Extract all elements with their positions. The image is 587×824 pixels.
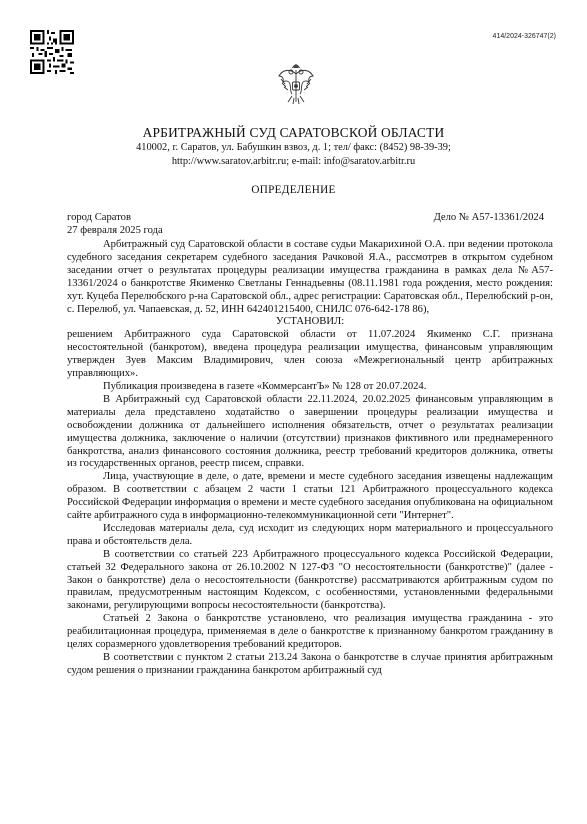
established-heading: УСТАНОВИЛ: [275, 316, 345, 328]
court-name: АРБИТРАЖНЫЙ СУД САРАТОВСКОЙ ОБЛАСТИ [142, 125, 445, 140]
paragraph-notification: Лица, участвующие в деле, о дате, времени и месте судебного заседания извещены надлежащим образом. В соответствии с абзацем 2 части 1 статьи 121 Арбитражного процессуального кодекса Российской Федерации информация о времени и месте судебного заседания опубликована на официальном сайте арбитражного суда в информационно-телекоммуникационной сети "Интернет". [67, 471, 553, 522]
city: город Саратов [67, 212, 131, 223]
paragraph-decision: решением Арбитражного суда Саратовской области от 11.07.2024 Якименко С.Г. признана несостоятельной (банкротом), введена процедура реализации имущества, финансовым управляющим утвержден Зуев Максим Владимирович, член союза «Межрегиональный центр арбитражных управляющих». [67, 329, 553, 380]
paragraph-article-223: В соответствии со статьей 223 Арбитражного процессуального кодекса Российской Федерации, статьей 32 Федерального закона от 26.10.2002 N 127-ФЗ "О несостоятельности (банкротстве)" (далее - Закон о банкротстве) дела о несостоятельности (банкротстве) рассматриваются арбитражным судом по правилам, предусмотренным настоящим Кодексом, с особенностями, установленными федеральными законами, регулирующими вопросы несостоятельности (банкротства). [67, 548, 553, 612]
paragraph-examined: Исследовав материалы дела, суд исходит из следующих норм материального и процессуального права и обстоятельств дела. [67, 522, 553, 547]
document-date: 27 февраля 2025 года [67, 225, 163, 236]
russian-coat-of-arms-icon [276, 64, 316, 108]
paragraph-publication: Публикация произведена в газете «КоммерсантЪ» № 128 от 20.07.2024. [103, 380, 427, 392]
case-reference: 414/2024-326747(2) [492, 33, 556, 40]
court-address: 410002, г. Саратов, ул. Бабушкин взвоз, д. 1; тел/ факс: (8452) 98-39-39; [136, 142, 451, 153]
paragraph-article-213-24: В соответствии с пунктом 2 статьи 213.24 Закона о банкротстве в случае принятия арбитражным судом решения о признании гражданина банкротом арбитражный суд [67, 652, 553, 676]
qr-code-icon [30, 30, 74, 74]
paragraph-article-2: Статьей 2 Закона о банкротстве установлено, что реализация имущества гражданина - это реабилитационная процедура, применяемая в деле о банкротстве к признанному банкротом гражданину в целях соразмерного удовлетворения требований кредиторов. [67, 613, 553, 651]
paragraph-petition: В Арбитражный суд Саратовской области 22.11.2024, 20.02.2025 финансовым управляющим в материалы дела представлено ходатайство о завершении процедуры реализации имущества и освобождении должника от дальнейшего исполнения обязательств, отчет о результатах реализации имущества должника, заключение о наличии (отсутствии) признаков фиктивного или преднамеренного банкротства, анализ финансового состояния должника, реестр требований кредиторов должника, ответы из государственных органов, реестр писем, справки. [67, 393, 553, 470]
document-type-title: ОПРЕДЕЛЕНИЕ [251, 184, 336, 196]
paragraph-intro: Арбитражный суд Саратовской области в составе судьи Макарихиной О.А. при ведении протокола судебного заседания секретарем судебного заседания Рачковой Я.А., рассмотрев в открытом судебном заседании отчет о результатах процедуры реализации имущества гражданина в рамках дела №А57-13361/2024 о банкротстве Якименко Светланы Геннадьевны (08.11.1981 года рождения, место рождения: хут. Куцеба Перелюбского р-на Саратовской обл., адрес регистрации: Саратовская обл., Перелюбский р-он, с. Перелюб, ул. Чапаевская, д. 52, ИНН 642401215400, СНИЛС 076-642-178 86), [67, 239, 553, 315]
court-contacts: http://www.saratov.arbitr.ru; e-mail: info@saratov.arbitr.ru [171, 156, 416, 167]
document-body [67, 239, 553, 678]
case-number: Дело № А57-13361/2024 [433, 212, 544, 223]
